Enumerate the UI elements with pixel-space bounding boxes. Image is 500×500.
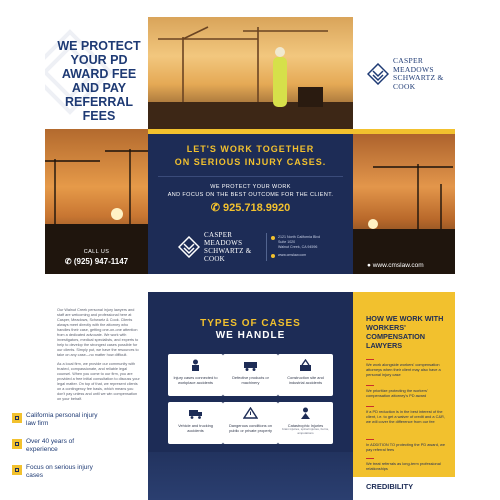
contact-block: 2121 North California Blvd Suite 1020 Walnut Creek, CA 94596 www.cmslaw.com bbox=[271, 235, 320, 260]
brand-name: CASPER MEADOWS SCHWARTZ & COOK bbox=[393, 56, 444, 91]
brand-name: CASPER MEADOWS SCHWARTZ & COOK bbox=[204, 231, 252, 263]
feature-bullet: Focus on serious injury cases bbox=[12, 464, 100, 479]
cms-diamond-logo-icon bbox=[367, 63, 389, 85]
case-card: Vehicle and trucking accidents bbox=[168, 402, 223, 444]
injury-icon bbox=[298, 407, 313, 419]
case-card: Construction site and industrial accidents bbox=[278, 354, 333, 396]
truck-icon bbox=[188, 407, 203, 419]
feature-bullet: California personal injury law firm bbox=[12, 412, 100, 427]
brand-logo-white bbox=[178, 231, 252, 263]
how-item: We treat referrals as long-term professional relationships bbox=[366, 461, 446, 471]
skyline-background bbox=[148, 452, 353, 500]
credibility-box bbox=[353, 477, 455, 500]
subline: WE PROTECT YOUR WORK AND FOCUS ON THE BEST OUTCOME FOR THE CLIENT. bbox=[167, 184, 334, 198]
machine-icon bbox=[243, 359, 258, 371]
how-we-work-title: HOW WE WORK WITH WORKERS' COMPENSATION LAWYERS bbox=[366, 314, 444, 350]
location-icon bbox=[271, 236, 275, 240]
headline: WE PROTECT YOUR PD AWARD FEE AND PAY REFERRAL FEES bbox=[57, 39, 141, 123]
case-card: Catastrophic Injuries brain injuries, spinal injuries, burns, amputations bbox=[278, 402, 333, 444]
intro-text: Our Walnut Creek personal injury lawyers and staff are welcoming and professional here at Casper, Meadows, Schwartz & Cook. Clients always meet directly with the attorney who handles their case, getting one-on-one attention from a dedicated advocate. We work with investigators, medical specialists, and experts to help to develop the strongest cases possible for our clients. Simply put, we have the resources to take on any case—no matter how difficult. As a local firm, we provide our community with trusted, compassionate, and reliable legal counsel. When you come to our firm, you are provided a free initial consultation to discuss your legal matter. On top of that, we represent clients on a contingency fee basis, which means you don't pay unless and until we win compensation on your behalf. bbox=[57, 308, 140, 401]
divider bbox=[266, 233, 267, 261]
worker-icon bbox=[188, 359, 203, 371]
front-center-panel bbox=[148, 129, 353, 274]
types-subtitle: WE HANDLE bbox=[215, 330, 286, 341]
accent-bar bbox=[148, 129, 353, 134]
back-center-panel bbox=[148, 292, 353, 500]
phone-icon: ✆ bbox=[64, 257, 74, 266]
case-card: Defective products or machinery bbox=[223, 354, 278, 396]
hazard-icon bbox=[243, 407, 258, 419]
front-left-bottom-panel bbox=[45, 129, 148, 274]
website-link[interactable]: www.cmslaw.com bbox=[278, 252, 307, 257]
front-right-top-panel bbox=[353, 17, 455, 129]
case-card: Dangerous conditions on public or private property bbox=[223, 402, 278, 444]
phone-icon: ✆ bbox=[210, 202, 223, 214]
target-icon bbox=[12, 465, 22, 475]
back-right-panel bbox=[353, 292, 455, 500]
cms-diamond-logo-icon bbox=[178, 236, 200, 258]
check-icon bbox=[12, 413, 22, 423]
call-us-label: CALL US bbox=[83, 249, 110, 255]
accent-bar bbox=[353, 129, 455, 134]
construction-scene bbox=[148, 17, 353, 129]
website-footer[interactable]: ● www.cmslaw.com bbox=[367, 262, 424, 269]
crane-icon bbox=[298, 359, 313, 371]
crane-silhouette-right bbox=[353, 129, 455, 274]
how-item: We prioritize protecting the workers' compensation attorney's PD award bbox=[366, 388, 446, 398]
calendar-icon bbox=[12, 439, 22, 449]
tagline: LET'S WORK TOGETHER ON SERIOUS INJURY CASES. bbox=[174, 144, 327, 167]
globe-icon bbox=[271, 254, 275, 258]
main-phone-number[interactable]: ✆ 925.718.9920 bbox=[210, 202, 291, 214]
construction-photo-top bbox=[148, 17, 353, 129]
front-left-top-panel bbox=[45, 17, 148, 129]
case-card: Injury cases connected to workplace accidents bbox=[168, 354, 223, 396]
bullet-icon: ● bbox=[367, 262, 373, 269]
call-us-number[interactable]: ✆ (925) 947-1147 bbox=[64, 257, 129, 266]
brand-logo bbox=[367, 57, 444, 91]
how-item: We work alongside workers' compensation attorneys when their client may also have a personal injury case bbox=[366, 362, 446, 377]
types-title: TYPES OF CASES bbox=[200, 318, 301, 329]
feature-bullet: Over 40 years of experience bbox=[12, 438, 100, 453]
front-right-bottom-panel bbox=[353, 129, 455, 274]
divider bbox=[158, 176, 343, 177]
worker-figure bbox=[273, 57, 287, 107]
credibility-heading: CREDIBILITY bbox=[366, 482, 414, 491]
how-item: In ADDITION TO protecting the PD award, we pay referral fees bbox=[366, 442, 445, 452]
how-item: If a PD reduction is in the best interest of the client, i.e. to get a waiver of credit and a C&R, we will cover the difference from our fee bbox=[366, 409, 445, 424]
